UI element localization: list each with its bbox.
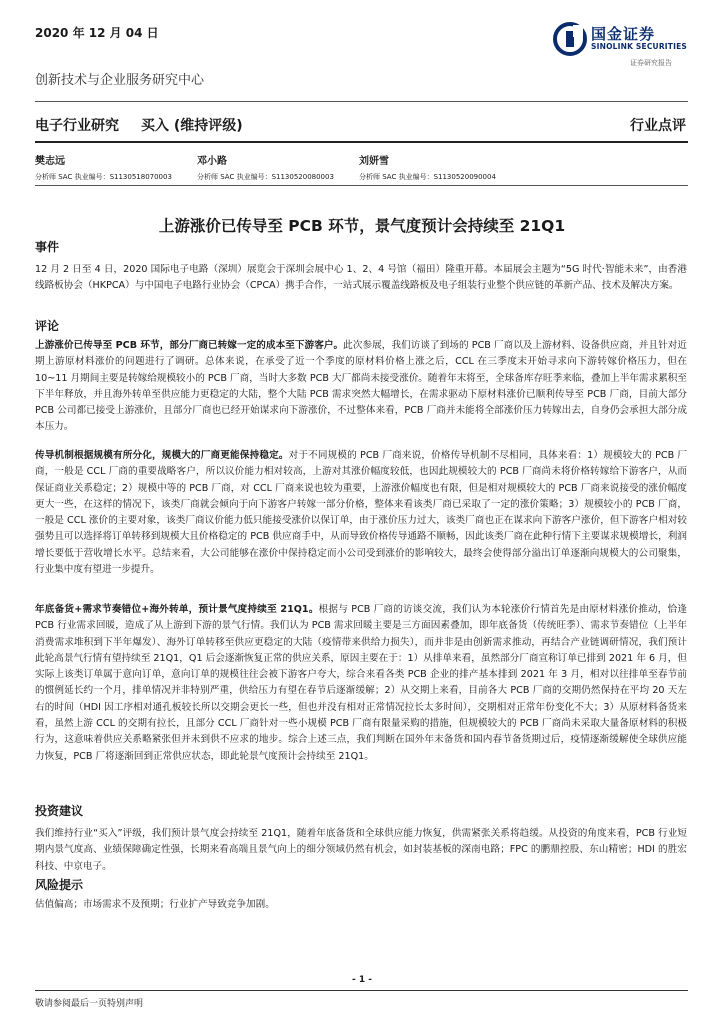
paragraph-lead: 年底备货+需求节奏错位+海外转单，预计景气度持续至 21Q1。 [35, 604, 319, 615]
comment-paragraph-2 [35, 448, 687, 578]
report-date: 2020 年 12 月 04 日 [35, 26, 159, 40]
industry-title: 电子行业研究 [35, 118, 119, 134]
rating-label: 买入 (维持评级) [141, 118, 243, 134]
sinolink-logo-icon [553, 22, 587, 56]
section-title-investment: 投资建议 [35, 804, 84, 818]
paragraph-body: 根据与 PCB 厂商的访谈交流，我们认为本轮涨价行情首先是由原材料涨价推动，恰逢 PCB 行业需求回暖，造成了从上游到下游的景气行情。我们认为 PCB 需求回暖主要是三方面因素叠加，即年底备货（传统旺季）、需求节奏错位（上半年消费需求堆积到下半年爆发）、海外订单转移至供应更稳定的大陆（疫情带来供给力损失），而并非是由创新需求推动，再结合产业链调研情况，我们预计此轮高景气行情有望持续至 21Q1，Q1 后会逐渐恢复正常的供应关系，原因主要在于：1）从排单来看，虽然部分厂商宣称订单已排到 2021 年 6 月，但实际上该类订单属于意向订单，意向订单的规模往往会被下游客户夸大，综合来看各类 PCB 企业的排产基本排到 2021 年 3 月，相对以往排单至春节前的惯例延长约一个月，排单情况并非特别严重，供给压力有望在春节后逐渐缓解；2）从交期上来看，目前各大 PCB 厂商的交期仍然保持在平均 20 天左右的时间（HDI 因工序相对通孔板较长所以交期会更长一些，但也并没有相对正常情况拉长太多时间），交期相对正常年份变化不大；3）从原材料备货来看，虽然上游 CCL 的交期有拉长，且部分 CCL 厂商针对一些小规模 PCB 厂商有限量采购的措施，但规模较大的 PCB 厂商尚未采取大量备原材料的积极行为，这意味着供应关系略紧张但并未到供不应求的地步。综合上述三点，我们判断在国外年末备货和国内春节备货期过后，疫情逐渐缓解使全球供应能力恢复，PCB 厂将逐渐回到正常供应状态，即此轮景气度预计会持续至 21Q1。 [35, 604, 687, 762]
title-bar [35, 115, 265, 135]
title-divider [35, 141, 688, 143]
analyst-name: 邓小路 [197, 156, 227, 167]
logo-chinese-name: 国金证券 [591, 25, 656, 43]
analyst-license: 分析师 SAC 执业编号：S1130520090004 [359, 173, 496, 181]
risk-paragraph: 估值偏高；市场需求不及预期；行业扩产导致竞争加剧。 [35, 899, 275, 910]
investment-paragraph: 我们维持行业“买入”评级，我们预计景气度会持续至 21Q1，随着年底备货和全球供应能力恢复，供需紧张关系将趋缓。从投资的角度来看，PCB 行业短期内景气度高、业绩保障确定性强，长期来看高端且景气向上的细分领域仍然有机会，如封装基板的深南电路；FPC 的鹏鼎控股、东山精密；HDI 的胜宏科技、中京电子。 [35, 828, 687, 872]
analyst-block [197, 152, 334, 182]
analyst-block [359, 152, 496, 182]
logo-subtitle: 证券研究报告 [630, 59, 672, 67]
footer-divider [35, 990, 688, 991]
comment-paragraph-3 [35, 602, 687, 765]
header-divider [35, 101, 688, 102]
analyst-divider [35, 185, 688, 186]
comment-paragraph-1 [35, 338, 687, 436]
company-logo [553, 18, 703, 64]
report-type: 行业点评 [630, 118, 686, 134]
logo-english-name: SINOLINK SECURITIES [591, 42, 688, 51]
report-headline: 上游涨价已传导至 PCB 环节，景气度预计会持续至 21Q1 [158, 217, 566, 235]
footer-disclaimer: 敬请参阅最后一页特别声明 [35, 999, 144, 1009]
analyst-name: 刘妍雪 [359, 156, 389, 167]
paragraph-lead: 传导机制根据规模有所分化，规模大的厂商更能保持稳定。 [35, 450, 289, 461]
analyst-license: 分析师 SAC 执业编号：S1130518070003 [35, 173, 172, 181]
section-title-risk: 风险提示 [35, 878, 84, 892]
section-title-comment: 评论 [35, 319, 60, 333]
analyst-license: 分析师 SAC 执业编号：S1130520080003 [197, 173, 334, 181]
analyst-block [35, 152, 172, 182]
page-number: - 1 - [352, 975, 372, 985]
event-paragraph: 12 月 2 日至 4 日，2020 国际电子电路（深圳）展览会于深圳会展中心 1、2、4 号馆（福田）隆重开幕。本届展会主题为“5G 时代·智能未来”，由香港线路板协会（HKPCA）与中国电子电路行业协会（CPCA）携手合作，一站式展示覆盖线路板及电子组装行业整个供应链的革新产品、技术及解决方案。 [35, 264, 687, 292]
section-title-event: 事件 [35, 240, 60, 254]
research-center-name: 创新技术与企业服务研究中心 [35, 73, 205, 88]
paragraph-body: 对于不同规模的 PCB 厂商来说，价格传导机制不尽相同，具体来看：1）规模较大的 PCB 厂商，一般是 CCL 厂商的重要战略客户，所以议价能力相对较高，上游对其涨价幅度较低，也因此规模较大的 PCB 厂商尚未将价格转嫁给下游客户，从而保证商业关系稳定；2）规模中等的 PCB 厂商，对 CCL 厂商来说也较为重要，上游涨价幅度也有限，但是相对规模较大的 PCB 厂商来说接受的涨价幅度更大一些，在这样的情况下，该类厂商就会倾向于向下游客户转嫁一部分价格，整体来看该类厂商已采取了一定的涨价策略；3）规模较小的 PCB 厂商，一般是 CCL 涨价的主要对象，该类厂商议价能力低只能接受涨价以保订单，由于涨价压力过大，该类厂商也正在谋求向下游客户涨价，但下游客户相对较强势且可以选择将订单转移到规模大且价格稳定的 PCB 供应商手中，从而导致价格传导通路不顺畅，因此该类厂商在此种行情下主要谋求规模增长，利润增长要低于营收增长水平。总结来看，大公司能够在涨价中保持稳定而小公司受到涨价的影响较大，最终会使得部分溢出订单逐渐向规模大的公司聚集，行业集中度有望进一步提升。 [35, 450, 687, 576]
paragraph-body: 此次参展，我们访谈了到场的 PCB 厂商以及上游材料、设备供应商，并且针对近期上游原材料涨价的问题进行了调研。总体来说，在承受了近一个季度的原材料价格上涨之后，CCL 在三季度末开始寻求向下游转嫁价格压力，但在 10~11 月期间主要是转嫁给规模较小的 PCB 厂商，当时大多数 PCB 大厂都尚未接受涨价。随着年末将至，全球备库存旺季来临，叠加上半年需求累积至下半年释放，并且海外转单至供应能力更稳定的大陆，整个大陆 PCB 需求突然大幅增长，在需求驱动下原材料涨价已顺利传导至 PCB 厂商，目前大部分 PCB 公司都已接受上游涨价，且部分厂商也已经开始谋求向下游涨价，不过整体来看，PCB 厂商并未能将全部涨价压力转嫁出去，自身仍会承担大部分成本压力。 [35, 340, 687, 433]
paragraph-lead: 上游涨价已传导至 PCB 环节，部分厂商已转嫁一定的成本至下游客户。 [35, 340, 344, 351]
analyst-name: 樊志远 [35, 156, 65, 167]
